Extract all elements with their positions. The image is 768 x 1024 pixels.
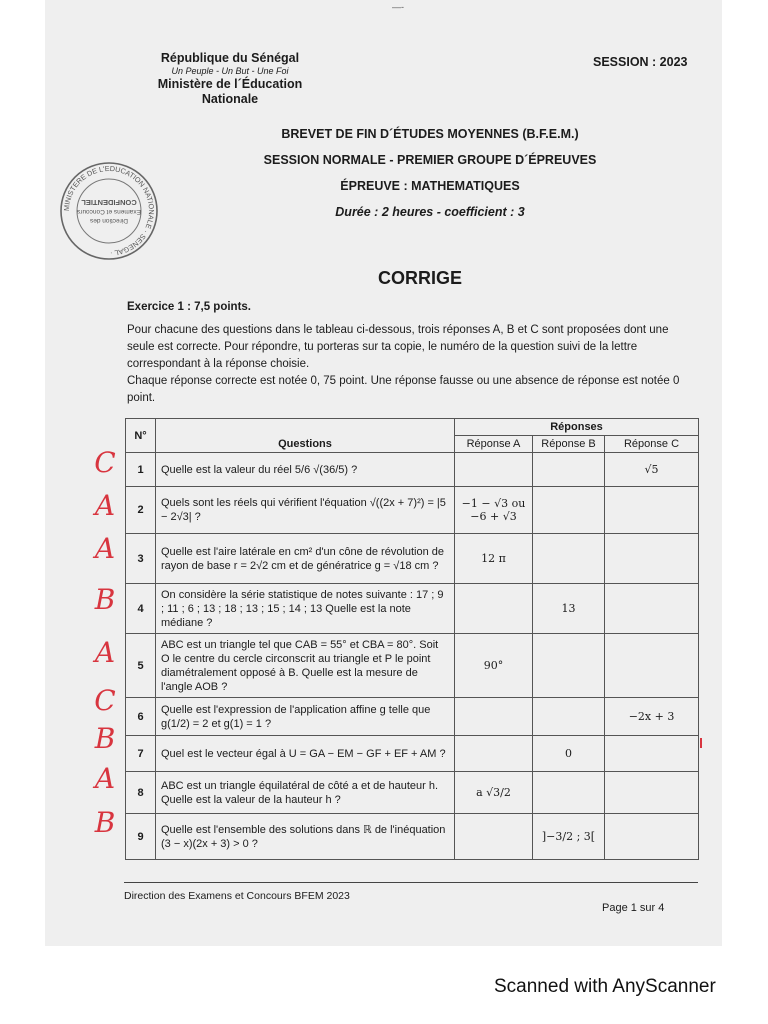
handwritten-answer: A xyxy=(94,762,116,795)
row-answer-b: 13 xyxy=(533,584,605,634)
row-number: 9 xyxy=(126,814,156,860)
row-question: Quelle est l'aire latérale en cm² d'un cône de révolution de rayon de base r = 2√2 cm et de génératrice g = √18 cm ? xyxy=(156,534,455,584)
row-answer-a xyxy=(455,814,533,860)
ministry-name: Ministère de l´Éducation Nationale xyxy=(157,77,303,106)
header-institution xyxy=(145,51,315,107)
row-number: 5 xyxy=(126,634,156,698)
table-row xyxy=(126,736,699,772)
row-answer-c xyxy=(605,772,699,814)
row-answer-b xyxy=(533,534,605,584)
header-reponse-b: Réponse B xyxy=(533,436,605,453)
row-answer-b xyxy=(533,634,605,698)
footer-direction: Direction des Examens et Concours BFEM 2023 xyxy=(124,890,350,902)
corrige-heading: CORRIGE xyxy=(377,268,462,288)
row-answer-c xyxy=(605,534,699,584)
handwritten-answer: C xyxy=(94,684,116,717)
row-question: ABC est un triangle tel que CAB = 55° et CBA = 80°. Soit O le centre du cercle circonscrit au triangle et P le point diamétralement opposé à B. Quelle est la mesure de l'angle AOB ? xyxy=(156,634,455,698)
row-answer-b xyxy=(533,698,605,736)
row-answer-a: 12 π xyxy=(455,534,533,584)
row-answer-a: −1 − √3 ou −6 + √3 xyxy=(455,487,533,534)
row-answer-b xyxy=(533,487,605,534)
row-answer-b xyxy=(533,453,605,487)
table-row xyxy=(126,814,699,860)
header-reponse-a: Réponse A xyxy=(455,436,533,453)
instructions-paragraph-1: Pour chacune des questions dans le tableau ci-dessous, trois réponses A, B et C sont proposées dont une seule est correcte. Pour répondre, tu porteras sur ta copie, le numéro de la question suivi de la lettre correspondant à la réponse choisie. xyxy=(127,324,669,370)
row-answer-b xyxy=(533,772,605,814)
row-answer-c xyxy=(605,736,699,772)
exercise-instructions xyxy=(127,322,687,407)
row-answer-b: ]−3/2 ; 3[ xyxy=(533,814,605,860)
country-name: République du Sénégal xyxy=(160,51,300,65)
handwritten-answer: A xyxy=(94,489,116,522)
handwritten-answer: A xyxy=(94,532,116,565)
row-question: Quels sont les réels qui vérifient l'équation √((2x + 7)²) = |5 − 2√3| ? xyxy=(156,487,455,534)
scan-artifact: —- xyxy=(392,2,404,12)
row-answer-c xyxy=(605,584,699,634)
handwritten-answer: A xyxy=(94,636,116,669)
table-row xyxy=(126,584,699,634)
row-question: On considère la série statistique de notes suivante : 17 ; 9 ; 11 ; 6 ; 13 ; 18 ; 13 ; 15 ; 14 ; 13 Quelle est la note médiane ? xyxy=(156,584,455,634)
page-number: Page 1 sur 4 xyxy=(602,902,665,914)
row-answer-c xyxy=(605,487,699,534)
row-answer-c xyxy=(605,634,699,698)
row-answer-a xyxy=(455,584,533,634)
duree-coefficient: Durée : 2 heures - coefficient : 3 xyxy=(335,205,525,219)
row-question: Quel est le vecteur égal à U = GA − EM − GF + EF + AM ? xyxy=(156,736,455,772)
row-answer-a: 90° xyxy=(455,634,533,698)
row-question: Quelle est l'expression de l'application affine g telle que g(1/2) = 2 et g(1) = 1 ? xyxy=(156,698,455,736)
header-reponse-c: Réponse C xyxy=(605,436,699,453)
handwritten-answer: B xyxy=(94,806,116,839)
epreuve-title: ÉPREUVE : MATHEMATIQUES xyxy=(340,179,520,193)
national-motto: Un Peuple - Un But - Une Foi xyxy=(171,66,289,76)
header-num: N° xyxy=(126,419,156,453)
table-row xyxy=(126,534,699,584)
row-number: 6 xyxy=(126,698,156,736)
table-row xyxy=(126,634,699,698)
header-questions: Questions xyxy=(156,419,455,453)
row-number: 2 xyxy=(126,487,156,534)
handwritten-answer: C xyxy=(94,446,116,479)
footer-divider xyxy=(124,882,698,883)
handwritten-answer: B xyxy=(94,722,116,755)
header-reponses: Réponses xyxy=(455,419,699,436)
row-number: 1 xyxy=(126,453,156,487)
stamp-line-3: CONFIDENTIEL xyxy=(81,198,137,207)
stamp-outer-text: MINISTERE DE L'EDUCATION NATIONALE · SENEGAL · xyxy=(61,163,157,258)
table-row xyxy=(126,698,699,736)
row-number: 8 xyxy=(126,772,156,814)
table-row xyxy=(126,487,699,534)
row-number: 3 xyxy=(126,534,156,584)
stamp-line-1: Direction des xyxy=(90,217,128,224)
row-number: 4 xyxy=(126,584,156,634)
handwritten-answer: B xyxy=(94,583,116,616)
row-answer-c: √5 xyxy=(605,453,699,487)
scanner-watermark: Scanned with AnyScanner xyxy=(494,976,716,997)
row-answer-a xyxy=(455,698,533,736)
red-pen-mark xyxy=(700,738,702,748)
table-row xyxy=(126,772,699,814)
row-answer-c xyxy=(605,814,699,860)
row-answer-a xyxy=(455,736,533,772)
row-answer-b: 0 xyxy=(533,736,605,772)
table-header-row-1 xyxy=(126,419,699,436)
row-question: Quelle est la valeur du réel 5/6 √(36/5) ? xyxy=(156,453,455,487)
row-question: ABC est un triangle équilatéral de côté a et de hauteur h. Quelle est la valeur de la hauteur h ? xyxy=(156,772,455,814)
session-year: SESSION : 2023 xyxy=(593,55,688,69)
exam-name: BREVET DE FIN D´ÉTUDES MOYENNES (B.F.E.M.) xyxy=(281,127,579,141)
qcm-table xyxy=(125,418,699,860)
table-row xyxy=(126,453,699,487)
session-normale: SESSION NORMALE - PREMIER GROUPE D´ÉPREUVES xyxy=(263,153,597,167)
official-stamp xyxy=(58,160,160,262)
row-answer-a: a √3/2 xyxy=(455,772,533,814)
row-answer-c: −2x + 3 xyxy=(605,698,699,736)
row-number: 7 xyxy=(126,736,156,772)
exam-titles xyxy=(200,127,660,231)
instructions-paragraph-2: Chaque réponse correcte est notée 0, 75 point. Une réponse fausse ou une absence de réponse est notée 0 point. xyxy=(127,375,680,404)
row-question: Quelle est l'ensemble des solutions dans ℝ de l'inéquation (3 − x)(2x + 3) > 0 ? xyxy=(156,814,455,860)
exercise-title: Exercice 1 : 7,5 points. xyxy=(127,301,252,313)
stamp-line-2: Examens et Concours xyxy=(77,208,141,215)
row-answer-a xyxy=(455,453,533,487)
